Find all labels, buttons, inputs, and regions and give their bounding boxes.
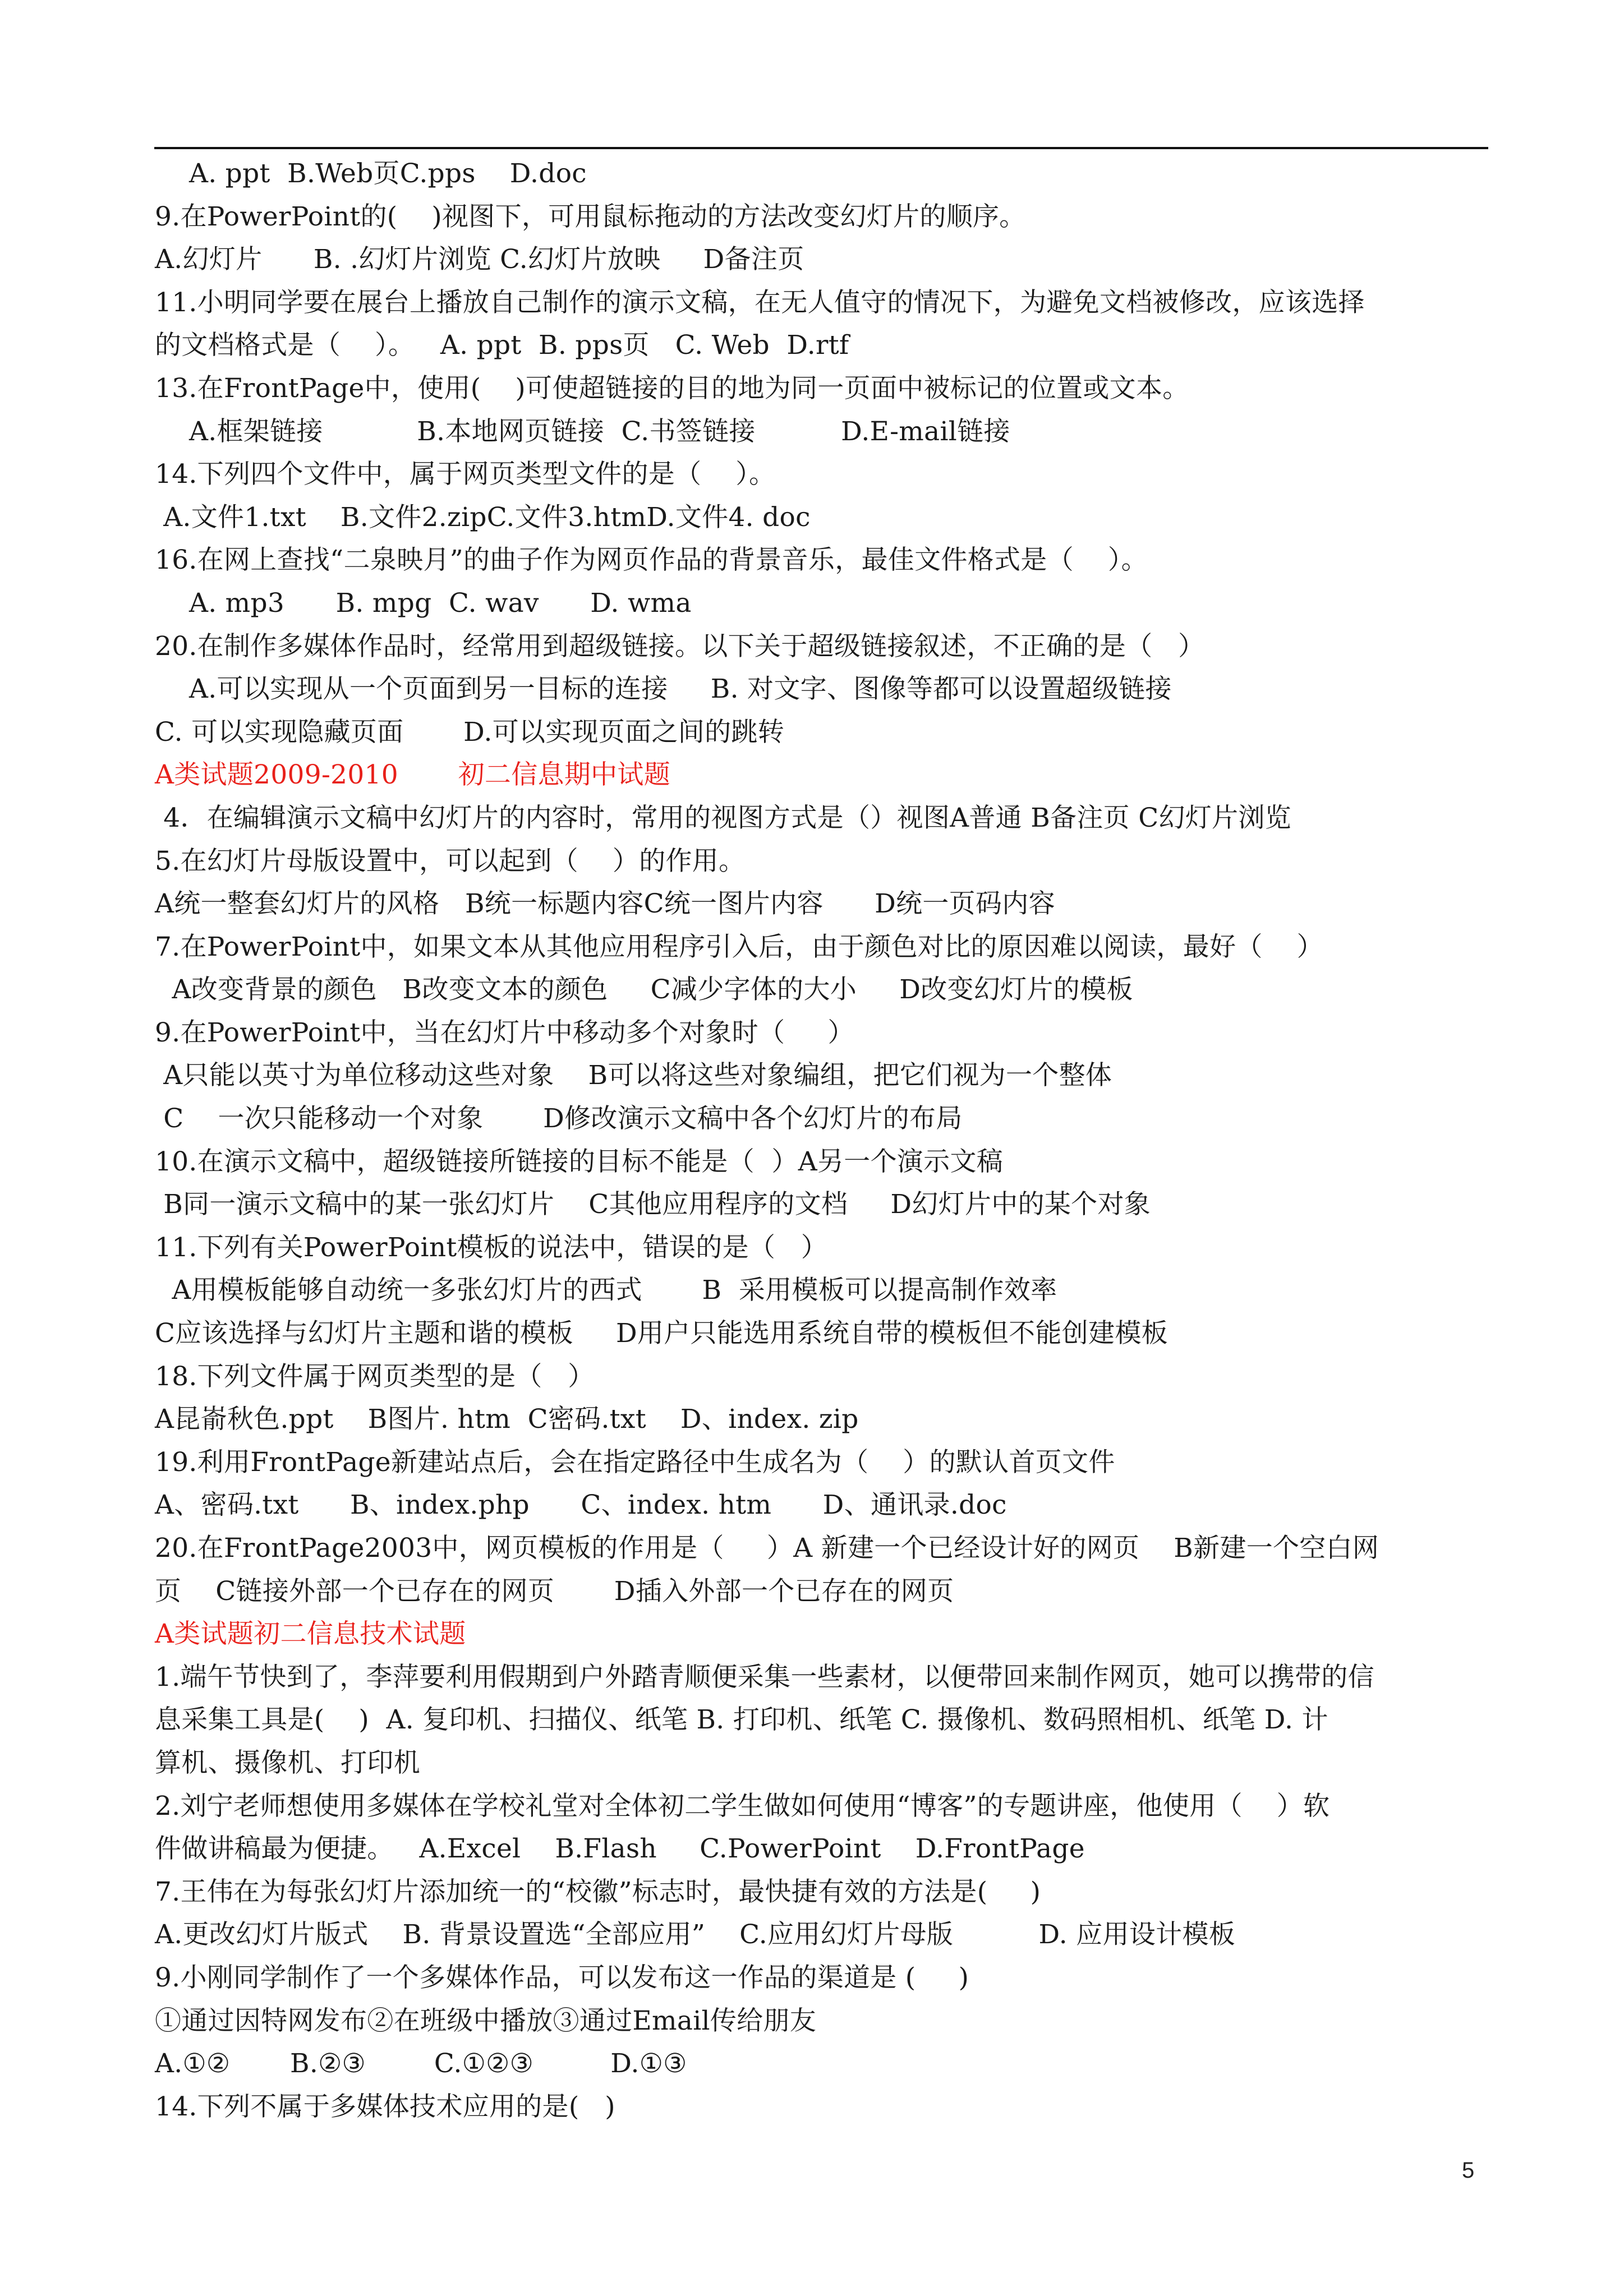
question-line: A只能以英寸为单位移动这些对象 B可以将这些对象编组，把它们视为一个整体 (155, 1060, 1112, 1091)
question-line: A.更改幻灯片版式 B. 背景设置选“全部应用” C.应用幻灯片母版 D. 应用设计模板 (155, 1919, 1236, 1951)
question-line: 2.刘宁老师想使用多媒体在学校礼堂对全体初二学生做如何使用“博客”的专题讲座，他使用（ ）软 (155, 1790, 1330, 1822)
question-line: 14.下列不属于多媒体技术应用的是( ) (155, 2091, 615, 2122)
question-line: 10.在演示文稿中，超级链接所链接的目标不能是（ ）A另一个演示文稿 (155, 1146, 1004, 1177)
question-content (155, 153, 1490, 2128)
question-line: A、密码.txt B、index.php C、index. htm D、通讯录.doc (155, 1490, 1007, 1521)
question-line: A. mp3 B. mpg C. wav D. wma (155, 587, 692, 619)
question-line: 19.利用FrontPage新建站点后，会在指定路径中生成名为（ ）的默认首页文件 (155, 1446, 1115, 1478)
question-line: A改变背景的颜色 B改变文本的颜色 C减少字体的大小 D改变幻灯片的模板 (155, 974, 1133, 1006)
question-line: ①通过因特网发布②在班级中播放③通过Email传给朋友 (155, 2005, 817, 2036)
question-line: A.可以实现从一个页面到另一目标的连接 B. 对文字、图像等都可以设置超级链接 (155, 674, 1172, 705)
question-line: 7.在PowerPoint中，如果文本从其他应用程序引入后，由于颜色对比的原因难以阅读，最好（ ） (155, 931, 1323, 962)
question-line: 4．在编辑演示文稿中幻灯片的内容时，常用的视图方式是（）视图A普通 B备注页 C幻灯片浏览 (155, 802, 1291, 833)
question-line: 5.在幻灯片母版设置中，可以起到（ ）的作用。 (155, 845, 746, 877)
question-line: 20.在FrontPage2003中，网页模板的作用是（ ）A 新建一个已经设计好的网页 B新建一个空白网 (155, 1533, 1379, 1564)
question-line: A统一整套幻灯片的风格 B统一标题内容C统一图片内容 D统一页码内容 (155, 888, 1055, 920)
question-line: 1.端午节快到了，李萍要利用假期到户外踏青顺便采集一些素材，以便带回来制作网页，她可以携带的信 (155, 1661, 1374, 1693)
question-line: A.框架链接 B.本地网页链接 C.书签链接 D.E-mail链接 (155, 416, 1010, 447)
question-line: 息采集工具是( ) A. 复印机、扫描仪、纸笔 B. 打印机、纸笔 C. 摄像机、数码照相机、纸笔 D. 计 (155, 1704, 1328, 1736)
question-line: A. ppt B.Web页C.pps D.doc (155, 158, 587, 189)
page-number: 5 (1462, 2158, 1475, 2183)
question-line: 的文档格式是（ ）。 A. ppt B. pps页 C. Web D.rtf (155, 330, 849, 361)
question-line: 13.在FrontPage中，使用( )可使超链接的目的地为同一页面中被标记的位置或文本。 (155, 372, 1189, 404)
question-line: A用模板能够自动统一多张幻灯片的西式 B 采用模板可以提高制作效率 (155, 1275, 1057, 1306)
question-line: 7.王伟在为每张幻灯片添加统一的“校徽”标志时，最快捷有效的方法是( ) (155, 1876, 1041, 1907)
question-line: A昆嵛秋色.ppt B图片. htm C密码.txt D、index. zip (155, 1404, 859, 1435)
question-line: A.文件1.txt B.文件2.zipC.文件3.htmD.文件4. doc (155, 501, 811, 533)
question-line: C应该选择与幻灯片主题和谐的模板 D用户只能选用系统自带的模板但不能创建模板 (155, 1318, 1168, 1349)
question-line: 算机、摄像机、打印机 (155, 1747, 420, 1778)
question-line: 9.在PowerPoint的( )视图下，可用鼠标拖动的方法改变幻灯片的顺序。 (155, 201, 1026, 232)
question-line: B同一演示文稿中的某一张幻灯片 C其他应用程序的文档 D幻灯片中的某个对象 (155, 1189, 1151, 1220)
question-line: 18.下列文件属于网页类型的是（ ） (155, 1361, 595, 1392)
question-line: C. 可以实现隐藏页面 D.可以实现页面之间的跳转 (155, 716, 784, 748)
question-line: A.①② B.②③ C.①②③ D.①③ (155, 2048, 687, 2080)
section-heading: A类试题2009-2010 初二信息期中试题 (155, 759, 671, 791)
question-line: C 一次只能移动一个对象 D修改演示文稿中各个幻灯片的布局 (155, 1103, 963, 1135)
question-line: 页 C链接外部一个已存在的网页 D插入外部一个已存在的网页 (155, 1575, 954, 1607)
question-line: 14.下列四个文件中，属于网页类型文件的是（ ）。 (155, 459, 776, 490)
section-heading: A类试题初二信息技术试题 (155, 1619, 466, 1650)
question-line: 11.下列有关PowerPoint模板的说法中，错误的是（ ） (155, 1232, 828, 1263)
question-line: 9.在PowerPoint中，当在幻灯片中移动多个对象时（ ） (155, 1017, 854, 1048)
question-line: 20.在制作多媒体作品时，经常用到超级链接。以下关于超级链接叙述，不正确的是（ ） (155, 630, 1205, 662)
question-line: 16.在网上查找“二泉映月”的曲子作为网页作品的背景音乐，最佳文件格式是（ ）。 (155, 545, 1148, 576)
question-line: A.幻灯片 B. .幻灯片浏览 C.幻灯片放映 D备注页 (155, 244, 804, 275)
question-line: 件做讲稿最为便捷。 A.Excel B.Flash C.PowerPoint D.FrontPage (155, 1833, 1085, 1865)
question-line: 9.小刚同学制作了一个多媒体作品，可以发布这一作品的渠道是 ( ) (155, 1962, 969, 1993)
question-line: 11.小明同学要在展台上播放自己制作的演示文稿，在无人值守的情况下，为避免文档被修改，应该选择 (155, 287, 1365, 318)
header-rule (154, 147, 1488, 149)
